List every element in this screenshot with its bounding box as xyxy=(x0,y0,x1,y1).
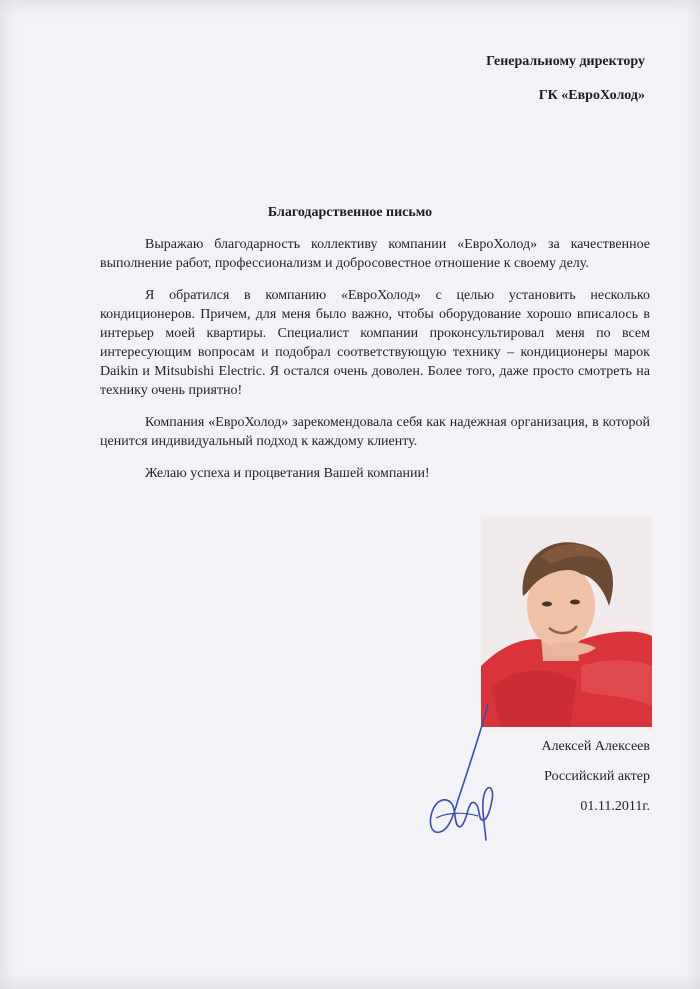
signer-role: Российский актер xyxy=(544,769,650,784)
signer-name: Алексей Алексеев xyxy=(541,739,650,754)
addressee-company: ГК «ЕвроХолод» xyxy=(538,88,645,103)
letter-paragraph: Я обратился в компанию «ЕвроХолод» с целью установить несколько кондиционеров. Причем, для меня было важно, чтобы оборудование хорошо вписалось в интерьер моей квартиры. Специалист компании проконсультировал меня по всем интересующим вопросам и подобрал соответствующую технику – кондиционеры марок Daikin и Mitsubishi Electric. Я остался очень доволен. Более того, даже просто смотреть на технику очень приятно! xyxy=(100,288,650,398)
letter-body xyxy=(100,235,650,496)
handwritten-signature xyxy=(418,700,508,850)
letter-title: Благодарственное письмо xyxy=(267,205,433,220)
signer-block xyxy=(541,738,650,828)
letter-paragraph: Выражаю благодарность коллективу компании «ЕвроХолод» за качественное выполнение работ, профессионализм и добросовестное отношение к своему делу. xyxy=(100,237,650,271)
letter-paragraph: Компания «ЕвроХолод» зарекомендовала себя как надежная организация, в которой ценится индивидуальный подход к каждому клиенту. xyxy=(100,415,650,449)
addressee-position: Генеральному директору xyxy=(486,54,645,69)
letter-date: 01.11.2011г. xyxy=(580,799,650,814)
addressee-block xyxy=(486,52,645,120)
letter-paragraph: Желаю успеха и процветания Вашей компании! xyxy=(145,466,430,481)
portrait-photo xyxy=(481,516,652,727)
